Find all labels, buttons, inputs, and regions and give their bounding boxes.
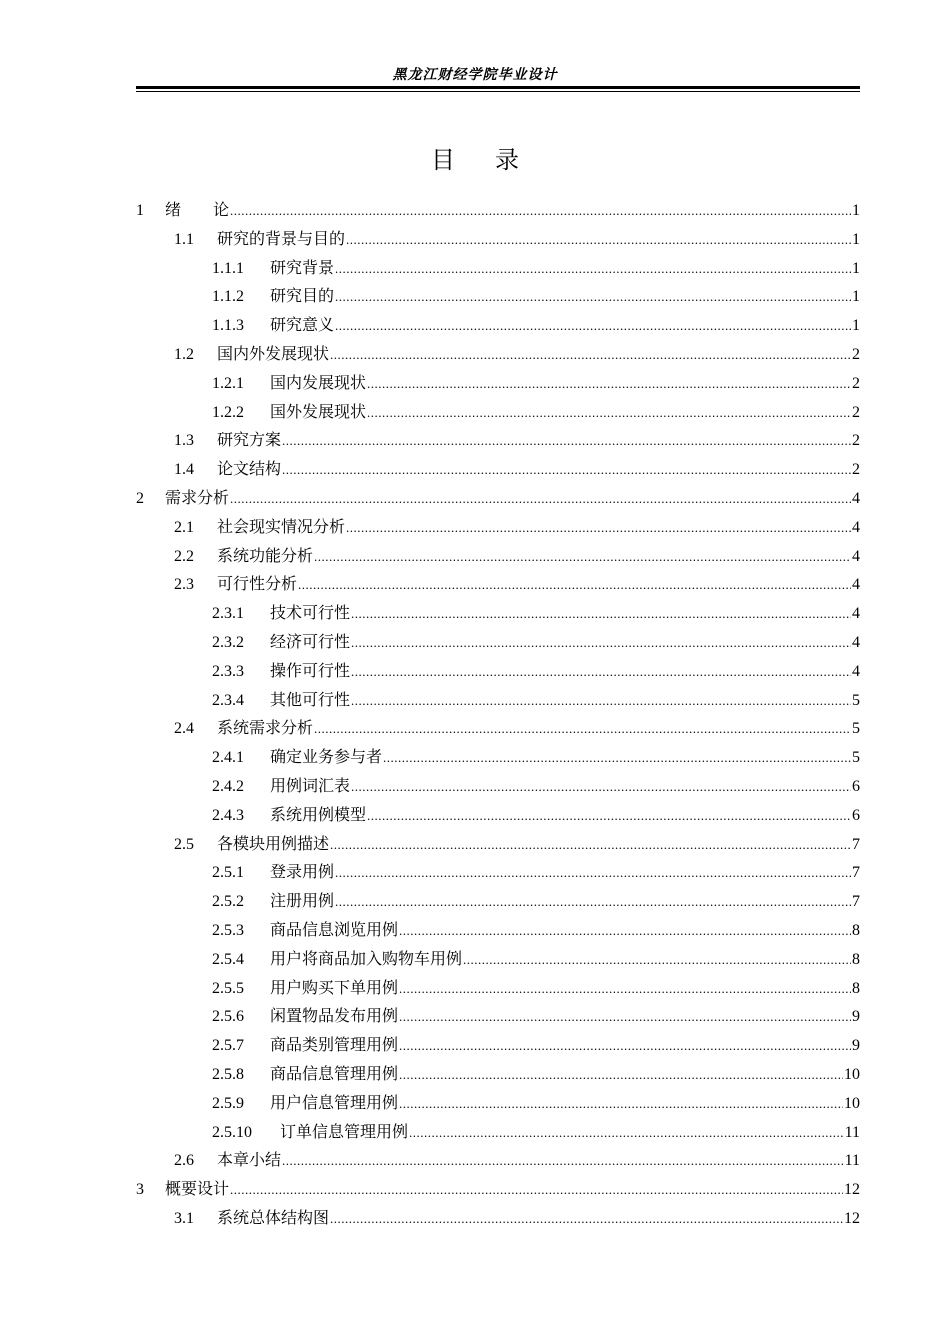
toc-dot-leader [346,226,851,255]
toc-entry[interactable] [136,283,860,312]
toc-dot-leader [399,1061,843,1090]
toc-dot-leader [351,658,851,687]
toc-entry-number: 1 [136,202,144,219]
toc-entry[interactable] [136,1061,860,1090]
toc-entry[interactable] [136,1032,860,1061]
toc-entry-page: 10 [844,1094,860,1112]
toc-dot-leader [351,687,851,716]
toc-dot-leader [230,197,851,226]
toc-entry[interactable] [136,399,860,428]
toc-entry-text: 用户信息管理用例 [270,1094,399,1112]
toc-entry-number: 2.3.4 [212,691,244,709]
toc-dot-leader [335,888,851,917]
toc-entry[interactable] [136,427,860,456]
toc-entry-number: 2.5.8 [212,1065,244,1083]
toc-dot-leader [314,543,851,572]
toc-dot-leader [335,859,851,888]
toc-entry[interactable] [136,1090,860,1119]
toc-entry-page: 9 [852,1037,860,1055]
toc-entry-text: 需求分析 [165,489,230,507]
toc-entry-text: 社会现实情况分析 [217,518,346,536]
toc-entry[interactable] [136,773,860,802]
toc-entry-page: 1 [852,202,860,219]
toc-entry-page: 10 [844,1065,860,1083]
toc-entry-page: 12 [844,1181,860,1199]
toc-entry-page: 5 [852,691,860,709]
toc-entry[interactable] [136,629,860,658]
toc-entry-number: 2.5.5 [212,979,244,997]
toc-entry[interactable] [136,1119,860,1148]
toc-dot-leader [367,370,851,399]
toc-entry-number: 2.5.9 [212,1094,244,1112]
toc-entry-text: 概要设计 [165,1181,230,1199]
toc-entry-page: 1 [852,288,860,306]
toc-title: 目录 [431,146,559,174]
toc-dot-leader [335,283,851,312]
toc-entry-number: 1.1.1 [212,259,244,277]
toc-entry-page: 2 [852,432,860,450]
toc-entry-page: 2 [852,461,860,479]
toc-entry-page: 4 [852,547,860,565]
toc-entry[interactable] [136,543,860,572]
toc-entry-number: 1.2.1 [212,374,244,392]
toc-entry-number: 2.4.1 [212,749,244,767]
toc-entry-text: 系统用例模型 [270,806,367,824]
toc-entry[interactable] [136,341,860,370]
toc-entry-text: 经济可行性 [270,633,351,651]
toc-entry-page: 5 [852,720,860,738]
toc-entry-text: 系统功能分析 [217,547,314,565]
toc-entry[interactable] [136,255,860,284]
toc-entry-text: 绪 论 [165,202,230,219]
toc-dot-leader [330,341,851,370]
page-header-title: 黑龙江财经学院毕业设计 [392,67,558,83]
toc-entry-number: 2.3.2 [212,633,244,651]
toc-entry-number: 1.4 [174,461,194,479]
toc-dot-leader [314,715,851,744]
toc-entry-page: 8 [852,921,860,939]
toc-entry-number: 3 [136,1181,144,1199]
toc-entry-text: 订单信息管理用例 [280,1123,409,1141]
toc-entry-text: 国内外发展现状 [217,345,330,363]
toc-entry-text: 用例词汇表 [270,777,351,795]
toc-dot-leader [282,1147,844,1176]
toc-entry-page: 4 [852,576,860,594]
toc-entry-page: 7 [852,893,860,911]
toc-dot-leader [330,831,851,860]
toc-dot-leader [330,1205,843,1234]
toc-entry-page: 11 [844,1152,860,1170]
toc-dot-leader [346,514,851,543]
toc-dot-leader [351,629,851,658]
toc-entry-text: 商品信息浏览用例 [270,921,399,939]
toc-dot-leader [367,399,851,428]
toc-entry[interactable] [136,975,860,1004]
toc-dot-leader [399,1090,843,1119]
toc-dot-leader [399,975,851,1004]
toc-entry-number: 2.4.2 [212,777,244,795]
toc-entry-page: 12 [844,1209,860,1227]
toc-entry-number: 2.4 [174,720,194,738]
toc-entry-text: 注册用例 [270,893,335,911]
toc-entry[interactable] [136,197,860,226]
toc-entry-page: 7 [852,864,860,882]
toc-dot-leader [282,427,851,456]
toc-entry-page: 4 [852,662,860,680]
toc-entry-page: 11 [844,1123,860,1141]
header-rule-thin [136,91,860,92]
toc-entry-text: 研究背景 [270,259,335,277]
toc-entry-text: 研究目的 [270,288,335,306]
toc-entry-number: 1.1.2 [212,288,244,306]
toc-entry[interactable] [136,687,860,716]
toc-entry-text: 商品类别管理用例 [270,1037,399,1055]
toc-entry-number: 2.5.1 [212,864,244,882]
toc-entry-page: 9 [852,1008,860,1026]
toc-entry-page: 4 [852,489,860,507]
toc-entry-number: 2.5.10 [212,1123,252,1141]
toc-entry-page: 2 [852,345,860,363]
toc-entry-text: 系统总体结构图 [217,1209,330,1227]
toc-entry[interactable] [136,744,860,773]
toc-entry-page: 1 [852,317,860,335]
toc-entry-text: 研究方案 [217,432,282,450]
toc-entry[interactable] [136,1003,860,1032]
toc-dot-leader [298,571,851,600]
toc-entry-number: 1.1 [174,230,194,248]
toc-entry[interactable] [136,226,860,255]
toc-entry-text: 技术可行性 [270,605,351,623]
toc-entry[interactable] [136,514,860,543]
toc-entry-number: 2.5.6 [212,1008,244,1026]
header-rule-thick [136,86,860,89]
toc-entry-page: 1 [852,259,860,277]
toc-entry-text: 研究意义 [270,317,335,335]
toc-entry-page: 2 [852,403,860,421]
toc-entry-page: 1 [852,230,860,248]
toc-entry-number: 1.1.3 [212,317,244,335]
toc-dot-leader [367,802,851,831]
toc-dot-leader [463,946,851,975]
toc-entry-number: 2.5 [174,835,194,853]
toc-entry[interactable] [136,312,860,341]
toc-entry-text: 确定业务参与者 [270,749,383,767]
toc-entry-text: 本章小结 [217,1152,282,1170]
toc-entry-number: 1.2.2 [212,403,244,421]
toc-entry-page: 6 [852,806,860,824]
toc-entry-number: 2.3.3 [212,662,244,680]
toc-entry[interactable] [136,1147,860,1176]
toc-entry-text: 系统需求分析 [217,720,314,738]
toc-entry[interactable] [136,370,860,399]
toc-entry[interactable] [136,1205,860,1234]
toc-entry[interactable] [136,888,860,917]
toc-entry[interactable] [136,831,860,860]
toc-entry[interactable] [136,715,860,744]
toc-entry-text: 用户购买下单用例 [270,979,399,997]
toc-entry-page: 4 [852,633,860,651]
toc-entry-number: 2.1 [174,518,194,536]
toc-entry-number: 2.6 [174,1152,194,1170]
toc-entry-number: 1.3 [174,432,194,450]
toc-entry[interactable] [136,1176,860,1205]
toc-dot-leader [230,485,851,514]
toc-entry[interactable] [136,456,860,485]
toc-dot-leader [399,1003,851,1032]
toc-entry-number: 2.5.7 [212,1037,244,1055]
toc-entry-page: 2 [852,374,860,392]
toc-entry-page: 8 [852,950,860,968]
toc-entry-page: 4 [852,605,860,623]
toc-entry-page: 6 [852,777,860,795]
toc-entry-number: 2.5.4 [212,950,244,968]
toc-entry[interactable] [136,946,860,975]
table-of-contents [136,197,860,1234]
toc-dot-leader [399,917,851,946]
toc-dot-leader [282,456,851,485]
toc-entry-text: 闲置物品发布用例 [270,1008,399,1026]
toc-dot-leader [383,744,851,773]
toc-entry-text: 论文结构 [217,461,282,479]
toc-dot-leader [351,773,851,802]
toc-entry-text: 操作可行性 [270,662,351,680]
toc-entry-page: 4 [852,518,860,536]
toc-entry-page: 8 [852,979,860,997]
toc-entry-page: 7 [852,835,860,853]
toc-entry-number: 2.5.3 [212,921,244,939]
toc-entry-page: 5 [852,749,860,767]
toc-entry-text: 国内发展现状 [270,374,367,392]
toc-entry-text: 国外发展现状 [270,403,367,421]
toc-entry[interactable] [136,802,860,831]
toc-dot-leader [335,312,851,341]
toc-entry-number: 2.5.2 [212,893,244,911]
toc-entry-text: 登录用例 [270,864,335,882]
toc-dot-leader [399,1032,851,1061]
toc-dot-leader [351,600,851,629]
toc-entry[interactable] [136,485,860,514]
toc-entry-number: 2.2 [174,547,194,565]
toc-entry[interactable] [136,600,860,629]
toc-entry[interactable] [136,859,860,888]
toc-entry-text: 研究的背景与目的 [217,230,346,248]
toc-entry-text: 商品信息管理用例 [270,1065,399,1083]
toc-entry-number: 1.2 [174,345,194,363]
toc-entry-text: 用户将商品加入购物车用例 [270,950,463,968]
toc-entry-number: 2.3.1 [212,605,244,623]
toc-entry-number: 2.4.3 [212,806,244,824]
toc-entry[interactable] [136,571,860,600]
toc-entry-text: 各模块用例描述 [217,835,330,853]
toc-dot-leader [409,1119,844,1148]
toc-entry-text: 其他可行性 [270,691,351,709]
toc-entry[interactable] [136,658,860,687]
toc-entry-number: 2 [136,489,144,507]
toc-entry-number: 3.1 [174,1209,194,1227]
toc-entry-text: 可行性分析 [217,576,298,594]
toc-dot-leader [335,255,851,284]
toc-entry[interactable] [136,917,860,946]
toc-dot-leader [230,1176,843,1205]
toc-entry-number: 2.3 [174,576,194,594]
